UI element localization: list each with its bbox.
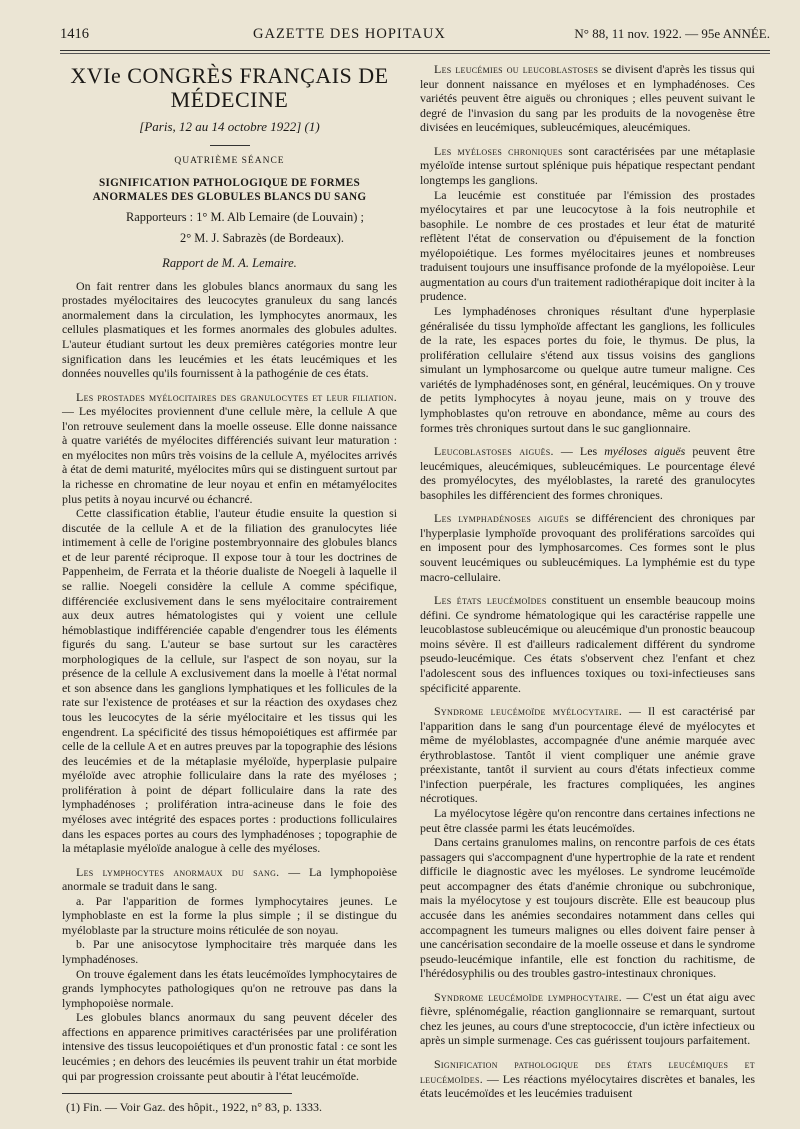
rapporteur-2: 2° M. J. Sabrazès (de Bordeaux). (180, 231, 344, 246)
paragraph-text: se divisent d'après les tissus qui leur donnent naissance en myéloses et en lymphadénoses. Ces variétés peuvent être aiguës ou chroniques ; elles peuvent suivant le degré de l'invasion du sang par les produits de la novogenèse être divisées en leucémiques, subleucémiques, aleucémiques. (420, 62, 755, 135)
paragraph: Dans certains granulomes malins, on rencontre parfois de ces états passagers qui s'accompagnent d'une hypertrophie de la rate et rendent difficile le diagnostic avec les myéloses. Le syndrome leucémoïde peut accompagner des états d'anémie chronique ou subchronique, mais la myélocytose y est toujours discrète. Elle est beaucoup plus accusée dans les anémies secondaires notamment dans celles qui accompagnent les tumeurs malignes ou elles doivent faire penser à une cancérisation secondaire de la moelle osseuse et dans le syndrome pseudo-leucémique infantile, elle est fonction du rachitisme, de l'hérédosyphilis ou des troubles gastro-intestinaux chroniques. (420, 835, 755, 981)
divider (210, 145, 250, 146)
paragraph-text: peuvent être leucémiques, aleucémiques, subleucémiques. Le pourcentage élevé des promyélocytes, des myéloblastes, la rareté des granulocytes basophiles les différencient des formes chroniques. (420, 444, 755, 502)
right-column (420, 62, 755, 1101)
journal-title: GAZETTE DES HOPITAUX (253, 26, 446, 42)
paragraph-text: sont caractérisées par une métaplasie myéloïde intense surtout splénique puis hépatique respectant pendant longtemps les ganglions. (420, 143, 755, 187)
paragraph: Les globules blancs anormaux du sang peuvent déceler des affections en apparence primitives caractérisées par une prolifération intensive des tissus leucopoiétiques et d'un pronostic fatal : ce sont les leucémies ; en dehors des leucémies ils peuvent trahir un état morbide qui par progression croissante peut aboutir à l'état leucémoïde. (62, 1010, 397, 1083)
run-in-heading: Les prostades myélocitaires des granulocytes et leur filiation. (76, 389, 397, 404)
paragraph (420, 511, 755, 584)
paragraph-text: — Il est caractérisé par l'apparition dans le sang d'un pourcentage élevé de myélocytes et même de myéloblastes, accompagnée d'une anémie marquée avec érythroblastose. Tantôt il vient compliquer une anémie grave préexistante, tantôt il survient au cours d'états infectieux comme l'infection puerpérale, les fractures compliquées, les angines nécrotiques. (420, 704, 755, 806)
congress-subtitle: [Paris, 12 au 14 octobre 1922] (1) (139, 119, 320, 134)
paragraph (420, 704, 755, 806)
run-in-heading: Leucoblastoses aiguës. (434, 444, 554, 459)
paragraph-text: — C'est un état aigu avec fièvre, splénomégalie, réaction ganglionnaire se remarquant, surtout chez les jeunes, au cours d'une streptococcie, d'un ictère infectieux ou après un simple surmenage. Ces cas guérissent toujours parfaitement. (420, 989, 755, 1048)
paragraph (420, 444, 755, 502)
paragraph: La leucémie est constituée par l'émission des prostades myélocytaires et par une leucocytose à la fois neutrophile et basophile. Le nombre de ces prostades et leur état de maturité reflètent l'état de conservation ou d'épuisement de la fonction myélopoiétique. Les formes myélocitaires jeunes et nombreuses traduisent toujours une insuffisance profonde de la myélopoièse. Leur augmentation au cours d'un traitement radiothérapique doit inciter à la prudence. (420, 187, 755, 304)
paragraph-text: — La lymphopoièse anormale se traduit dans le sang. (62, 864, 397, 894)
paragraph: Cette classification établie, l'auteur étudie ensuite la question si discutée de la cellule A et de la filiation des granulocytes liée intimement à celle de l'origine postembryonnaire des globules blancs et de leur parenté réciproque. Il expose tour à tour les doctrines de Pappenheim, de Ferrata et la théorie dualiste de Noegeli à laquelle il se rallie. Noegeli considère la cellule A comme spécifique, différenciée exclusivement dans le sens myélocitaire contrairement aux deux autres hématologistes qui y voient une cellule hémoblastique indifférenciée capable d'engendrer tous les éléments figurés du sang. L'auteur se base surtout sur les caractères morphologiques de la cellule, sur l'aspect de son noyau, sur la présence de la cellule A exclusivement dans la moelle à l'état normal et son absence dans les ganglions lymphatiques et les follicules de la rate sur l'existence de protéases et sur la réaction des oxydases chez tous les leucocytes de la série myélocitaire et les tissus qui les engendrent. La spécificité des tissus hémopoiétiques est affirmée par celle de la cellule A et en autres preuves par la topographie des lésions des leucémies et de la métaplasie myéloïde, hyperplasie pulpaire myéloïde avec atrophie folliculaire dans la rate des myéloses ; prolifération à point de départ folliculaire dans la rate des lymphadénoses ; prolifération intra-acineuse dans le foie des myéloses avec intégrité des espaces portes : productions folliculaires dans les espaces portes au cours des lymphadénoses ; topographie de la métaplasie myéloïde analogue à celle des myéloses. (62, 506, 397, 856)
run-in-heading: Les leucémies ou leucoblastoses (434, 62, 599, 76)
paragraph (420, 1057, 755, 1101)
run-in-heading: Syndrome leucémoïde myélocytaire. (434, 704, 623, 719)
paragraph-text: se différencient des chroniques par l'hyperplasie lymphoïde provoquant des proliférations sarcoïdes qui en imposent pour des lymphosarcomes. Ces formes sont le plus souvent leucémiques ou subleucémiques. La lymphémie est du type macro-cellulaire. (420, 511, 755, 584)
paragraph (420, 990, 755, 1048)
rapport-heading: Rapport de M. A. Lemaire. (162, 256, 297, 271)
paragraph-italic: myéloses aiguës (604, 444, 686, 459)
paragraph-text: — Les (553, 444, 605, 459)
run-in-heading: Signification pathologique des états leucémiques et leucémoïdes. (420, 1057, 755, 1086)
paragraph (62, 865, 397, 894)
paragraph (420, 593, 755, 695)
paragraph: La myélocytose légère qu'on rencontre dans certaines infections ne peut être classée parmi les états leucémoïdes. (420, 806, 755, 835)
footnote: (1) Fin. — Voir Gaz. des hôpit., 1922, n° 83, p. 1333. (66, 1100, 323, 1115)
paragraph (62, 390, 397, 507)
page-header (60, 26, 770, 48)
run-in-heading: Syndrome leucémoïde lymphocytaire. (434, 989, 623, 1004)
page-number: 1416 (60, 26, 89, 42)
rapporteur-1: Rapporteurs : 1° M. Alb Lemaire (de Louvain) ; (126, 210, 364, 225)
paragraph: b. Par une anisocytose lymphocitaire très marquée dans les lymphadénoses. (62, 937, 397, 966)
run-in-heading: Les lymphadénoses aiguës (434, 511, 570, 526)
issue-info: N° 88, 11 nov. 1922. — 95e ANNÉE. (574, 26, 770, 41)
header-rule (60, 50, 770, 51)
paragraph: Les lymphadénoses chroniques résultant d'une hyperplasie généralisée du tissu lymphoïde affectant les ganglions, les follicules de la rate, les espaces portes du foie, le thymus. De plus, la prolifération cellulaire s'étend aux tissus voisins des ganglions simulant un lymphosarcome ou quelque autre tumeur maligne. Ces variétés de lymphadénoses sont, en général, leucémiques. On y trouve de petits lymphocytes à noyau jeune, mais on y trouve des lymphoblastes qu'on retrouve en abondance, même au cours des formes très chroniques surtout dans le suc ganglionnaire. (420, 304, 755, 435)
paragraph-text: constituent un ensemble beaucoup moins défini. Ce syndrome hématologique qui les caractérise rappelle une leucoblastose subleucémique ou aleucémique d'un pronostic beaucoup moins sévère. Il est d'ailleurs radicalement différent du syndrome pseudo-leucémique. Ces états s'observent chez l'enfant et chez l'adolescent sous des influences toxiques ou toxi-infectieuses sans spécificité apparente. (420, 593, 755, 695)
paragraph: a. Par l'apparition de formes lymphocytaires jeunes. Le lymphoblaste en est la forme la plus simple ; il se distingue du myéloblaste par la structure moins réticulée de son noyau. (62, 893, 397, 937)
seance-label: QUATRIÈME SÉANCE (174, 155, 285, 166)
header-rule-thin (60, 53, 770, 54)
paragraph: On fait rentrer dans les globules blancs anormaux du sang les prostades myélocitaires des leucocytes granuleux du sang lancés anormalement dans la circulation, les lymphocytes anormaux, les cellules plasmatiques et les formes anormales des globules adultes. L'auteur étudiant surtout les deux premières catégories montre leur signification dans les leucémies et les états leucémiques et les données nouvelles qu'ils fournissent à la pathogénie de ces états. (62, 278, 397, 381)
run-in-heading: Les myéloses chroniques (434, 143, 563, 158)
paragraph-text: — Les myélocites proviennent d'une cellule mère, la cellule A que l'on retrouve seulement dans la moelle osseuse. Elle donne naissance à quatre variétés de myélocites différenciés suivant leur maturation : en myélocites non mûrs très voisins de la cellule A, myélocites arrivés à état de demi maturité, myélocites mûrs qui se distinguent surtout par la richesse en chromatine de leur noyau et enfin en métamyélocites plus petits à noyau incurvé ou échancré. (62, 404, 397, 506)
run-in-heading: Les lymphocytes anormaux du sang. (76, 864, 280, 879)
run-in-heading: Les états leucémoïdes (434, 593, 547, 608)
left-column (62, 62, 397, 1115)
paragraph (420, 144, 755, 188)
paragraph (420, 62, 755, 135)
section-title: SIGNIFICATION PATHOLOGIQUE DE FORMES ANORMALES DES GLOBULES BLANCS DU SANG (92, 177, 367, 204)
congress-title: XVIe CONGRÈS FRANÇAIS DE MÉDECINE (70, 63, 389, 112)
footnote-rule (62, 1093, 292, 1094)
paragraph: On trouve également dans les états leucémoïdes lymphocytaires de grands lymphocytes pathologiques qu'on ne retrouve pas dans la lymphopoièse normale. (62, 966, 397, 1010)
paragraph-text: — Les réactions myélocytaires discrètes et banales, les états leucémoïdes et les leucémies traduisent (420, 1071, 755, 1101)
